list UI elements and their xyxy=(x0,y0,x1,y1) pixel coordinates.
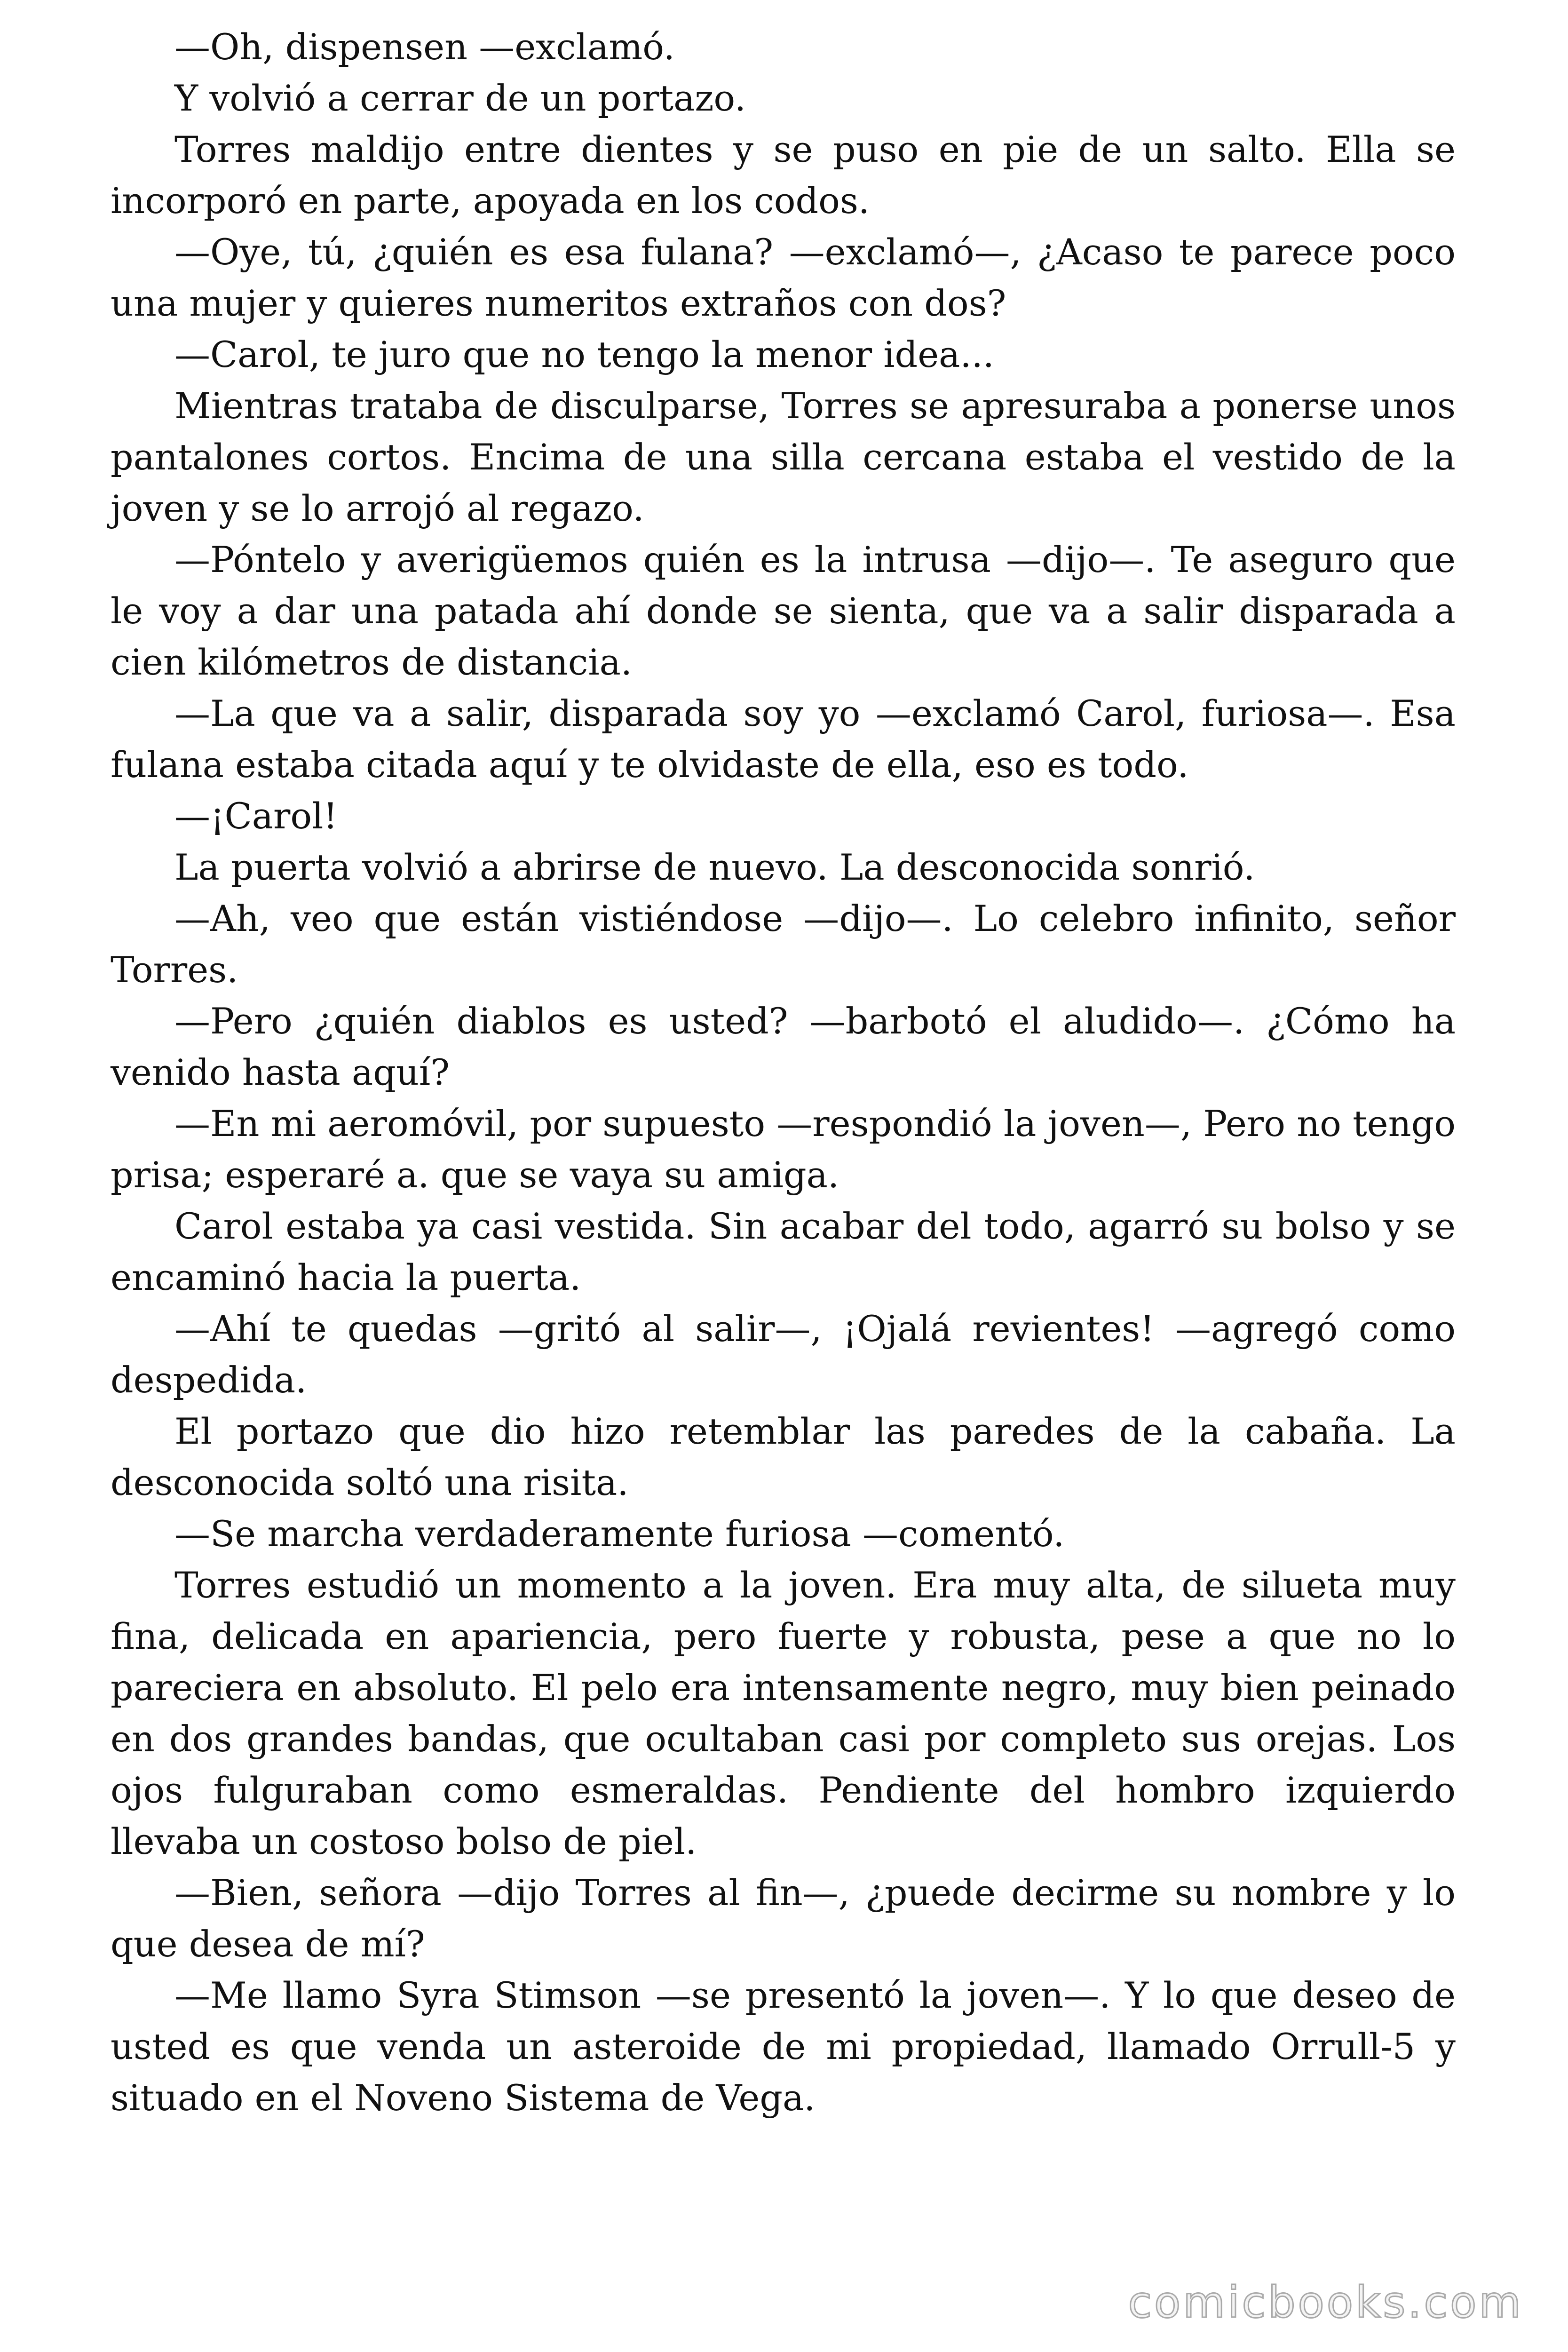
body-text xyxy=(111,21,1456,2123)
paragraph: —Póntelo y averigüemos quién es la intrusa —dijo—. Te aseguro que le voy a dar una patada ahí donde se sienta, que va a salir disparada a cien kilómetros de distancia. xyxy=(111,539,1456,683)
paragraph: —Ahí te quedas —gritó al salir—, ¡Ojalá revientes! —agregó como despedida. xyxy=(111,1308,1456,1401)
paragraph: —En mi aeromóvil, por supuesto —respondió la joven—, Pero no tengo prisa; esperaré a. que se vaya su amiga. xyxy=(111,1103,1456,1196)
paragraph: —Ah, veo que están vistiéndose —dijo—. Lo celebro infinito, señor Torres. xyxy=(111,898,1456,991)
paragraph: —Se marcha verdaderamente furiosa —comentó. xyxy=(174,1513,1065,1555)
paragraph: —Pero ¿quién diablos es usted? —barbotó el aludido—. ¿Cómo ha venido hasta aquí? xyxy=(111,1000,1456,1093)
paragraph: —Me llamo Syra Stimson —se presentó la joven—. Y lo que deseo de usted es que venda un asteroide de mi propiedad, llamado Orrull-5 y situado en el Noveno Sistema de Vega. xyxy=(111,1974,1456,2119)
paragraph: Torres maldijo entre dientes y se puso en pie de un salto. Ella se incorporó en parte, apoyada en los codos. xyxy=(111,128,1456,222)
paragraph: —Oye, tú, ¿quién es esa fulana? —exclamó—, ¿Acaso te parece poco una mujer y quieres numeritos extraños con dos? xyxy=(111,231,1456,324)
paragraph: —Bien, señora —dijo Torres al fin—, ¿puede decirme su nombre y lo que desea de mí? xyxy=(111,1872,1456,1965)
paragraph: —Oh, dispensen —exclamó. xyxy=(174,26,675,68)
paragraph: —¡Carol! xyxy=(174,795,338,837)
paragraph: Mientras trataba de disculparse, Torres se apresuraba a ponerse unos pantalones cortos. Encima de una silla cercana estaba el vestido de la joven y se lo arrojó al regazo. xyxy=(111,385,1456,529)
paragraph: Torres estudió un momento a la joven. Era muy alta, de silueta muy fina, delicada en apariencia, pero fuerte y robusta, pese a que no lo pareciera en absoluto. El pelo era intensamente negro, muy bien peinado en dos grandes bandas, que ocultaban casi por completo sus orejas. Los ojos fulguraban como esmeraldas. Pendiente del hombro izquierdo llevaba un costoso bolso de piel. xyxy=(111,1564,1456,1862)
paragraph: La puerta volvió a abrirse de nuevo. La desconocida sonrió. xyxy=(174,846,1255,888)
paragraph: Y volvió a cerrar de un portazo. xyxy=(174,77,746,119)
paragraph: El portazo que dio hizo retemblar las paredes de la cabaña. La desconocida soltó una risita. xyxy=(111,1410,1456,1503)
paragraph: Carol estaba ya casi vestida. Sin acabar del todo, agarró su bolso y se encaminó hacia la puerta. xyxy=(111,1205,1456,1298)
paragraph: —Carol, te juro que no tengo la menor idea... xyxy=(174,334,994,375)
paragraph: —La que va a salir, disparada soy yo —exclamó Carol, furiosa—. Esa fulana estaba citada aquí y te olvidaste de ella, eso es todo. xyxy=(111,692,1456,786)
watermark: comicbooks.com xyxy=(1128,2277,1523,2328)
